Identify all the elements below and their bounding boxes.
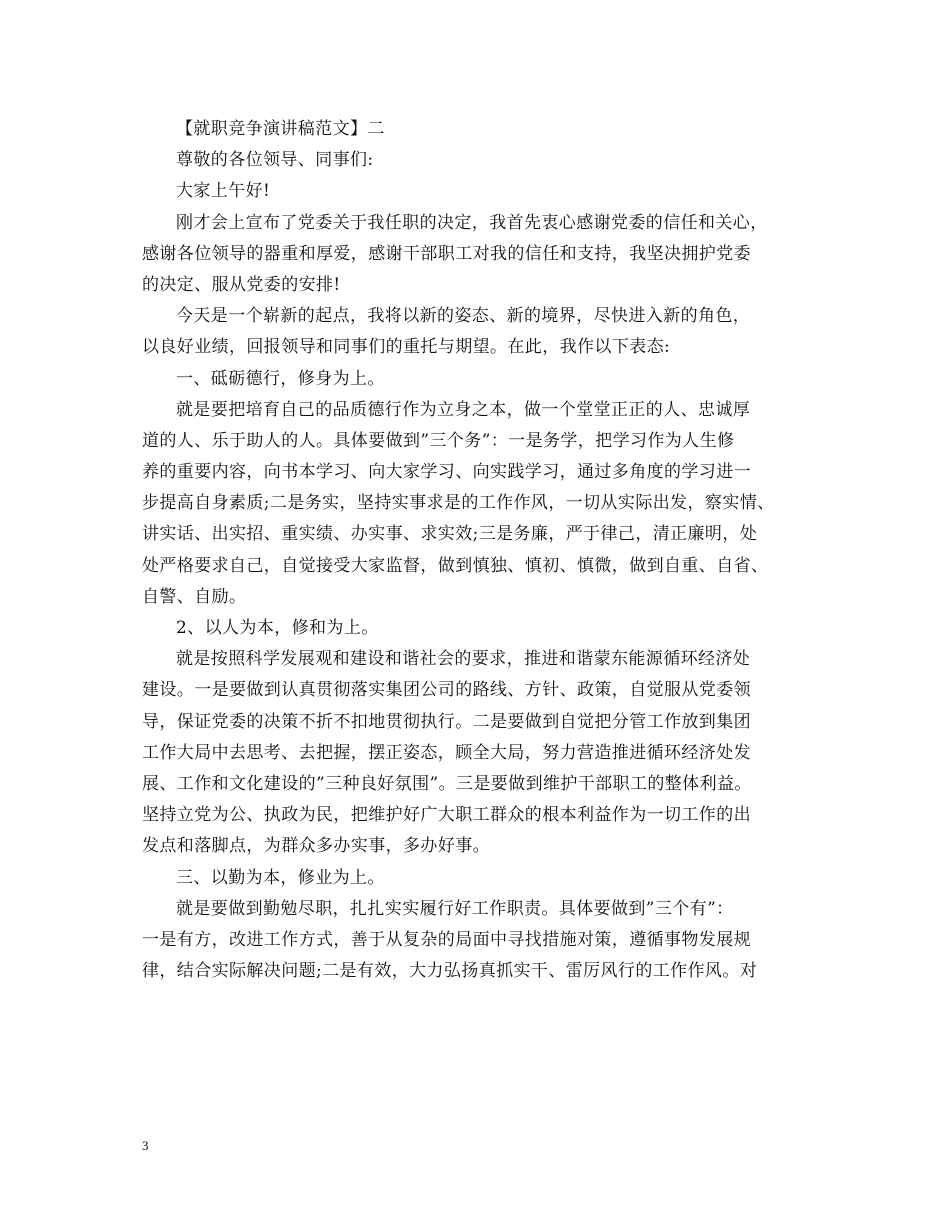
- paragraph-line: 就是按照科学发展观和建设和谐社会的要求，推进和谐蒙东能源循环经济处: [176, 649, 751, 670]
- paragraph-line: 展、工作和文化建设的”三种良好氛围”。三是要做到维护干部职工的整体利益。: [142, 773, 752, 794]
- paragraph-line: 坚持立党为公、执政为民，把维护好广大职工群众的根本利益作为一切工作的出: [142, 805, 751, 826]
- greeting: 大家上午好!: [176, 181, 271, 202]
- page-number: 3: [142, 1138, 149, 1153]
- paragraph-line: 以良好业绩，回报领导和同事们的重托与期望。在此，我作以下表态:: [142, 337, 671, 358]
- paragraph-line: 建设。一是要做到认真贯彻落实集团公司的路线、方针、政策，自觉服从党委领: [142, 680, 751, 701]
- paragraph-line: 的决定、服从党委的安排!: [142, 274, 341, 295]
- paragraph-line: 处严格要求自己，自觉接受大家监督，做到慎独、慎初、慎微，做到自重、自省、: [142, 555, 769, 576]
- paragraph-line: 感谢各位领导的器重和厚爱，感谢干部职工对我的信任和支持，我坚决拥护党委: [142, 243, 751, 264]
- salutation: 尊敬的各位领导、同事们:: [176, 150, 374, 171]
- section-heading: 2、以人为本，修和为上。: [176, 618, 379, 638]
- paragraph-line: 步提高自身素质;二是务实，坚持实事求是的工作作风，一切从实际出发，察实情、: [142, 493, 775, 514]
- document-body: [142, 114, 826, 987]
- paragraph-line: 道的人、乐于助人的人。具体要做到”三个务”：一是务学，把学习作为人生修: [142, 430, 735, 451]
- section-heading: 【就职竞争演讲稿范文】二: [176, 119, 385, 139]
- paragraph-line: 一是有方，改进工作方式，善于从复杂的局面中寻找措施对策，遵循事物发展规: [142, 929, 751, 950]
- paragraph-line: 律，结合实际解决问题;二是有效，大力弘扬真抓实干、雷厉风行的工作作风。对: [142, 961, 758, 982]
- section-heading: 一、砥砺德行，修身为上。: [176, 368, 385, 389]
- paragraph-line: 刚才会上宣布了党委关于我任职的决定，我首先衷心感谢党委的信任和关心，: [176, 212, 768, 233]
- paragraph-line: 导，保证党委的决策不折不扣地贯彻执行。二是要做到自觉把分管工作放到集团: [142, 711, 751, 732]
- paragraph-line: 就是要把培育自己的品质德行作为立身之本，做一个堂堂正正的人、忠诚厚: [176, 399, 751, 420]
- paragraph-line: 今天是一个崭新的起点，我将以新的姿态、新的境界，尽快进入新的角色，: [176, 306, 751, 327]
- paragraph-line: 养的重要内容，向书本学习、向大家学习、向实践学习，通过多角度的学习进一: [142, 462, 751, 483]
- paragraph-line: 工作大局中去思考、去把握，摆正姿态，顾全大局，努力营造推进循环经济处发: [142, 742, 751, 763]
- section-heading: 三、以勤为本，修业为上。: [176, 867, 385, 888]
- paragraph-line: 就是要做到勤勉尽职，扎扎实实履行好工作职责。具体要做到”三个有”：: [176, 898, 734, 919]
- paragraph-line: 发点和落脚点，为群众多办实事，多办好事。: [142, 836, 490, 857]
- paragraph-line: 自警、自励。: [142, 586, 247, 607]
- paragraph-line: 讲实话、出实招、重实绩、办实事、求实效;三是务廉，严于律己，清正廉明，处: [142, 524, 758, 545]
